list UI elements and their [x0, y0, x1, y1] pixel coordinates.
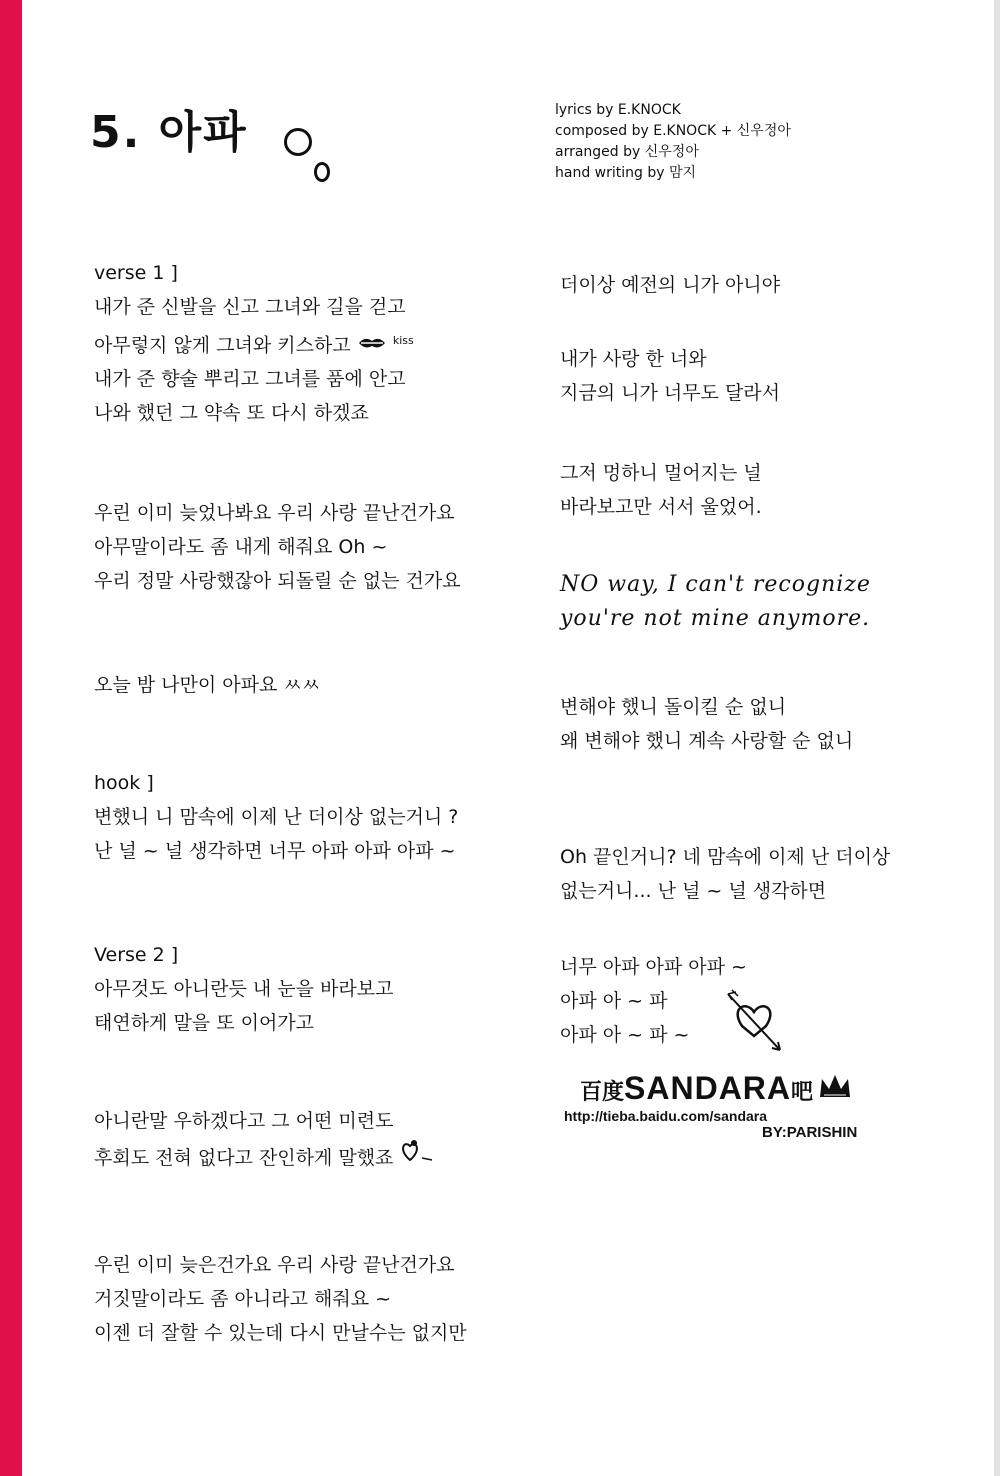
verse1-label: verse 1 ]: [94, 262, 178, 284]
credit-arranged: arranged by 신우정아: [555, 144, 699, 160]
lyric-line: 아파 아 ~ 파: [560, 990, 668, 1012]
lyric-text: 아무렇지 않게 그녀와 키스하고: [94, 334, 351, 357]
right-section-6: [560, 840, 890, 908]
lyric-line: 변해야 했니 돌이킬 순 없니: [560, 696, 787, 718]
prechorus1-section: [94, 496, 461, 598]
watermark-brand-name: SANDARA: [624, 1070, 792, 1106]
right-section-4-english: [560, 568, 871, 636]
verse2-label: Verse 2 ]: [94, 944, 179, 966]
lyric-line: 아니란말 우하겠다고 그 어떤 미련도: [94, 1110, 394, 1132]
lyric-line: 그저 멍하니 멀어지는 널: [560, 462, 762, 484]
lyric-line: 너무 아파 아파 아파 ~: [560, 956, 747, 978]
hook-section: [94, 766, 458, 868]
lyric-line: 거짓말이라도 좀 아니라고 해줘요 ~: [94, 1288, 392, 1310]
right-section-2: [560, 342, 780, 410]
heart-pin-doodle-icon: [400, 1147, 434, 1169]
lyric-line: 오늘 밤 나만이 아파요 ㅆㅆ: [94, 674, 321, 696]
lyric-line: 왜 변해야 했니 계속 사랑할 순 없니: [560, 730, 854, 752]
watermark-brand: [580, 1070, 852, 1107]
lyric-line: 아무말이라도 좀 내게 해줘요 Oh ~: [94, 536, 388, 558]
watermark-brand-cn: 百度: [580, 1080, 625, 1105]
verse1-section: [94, 256, 414, 430]
lyric-line: 아파 아 ~ 파 ~: [560, 1024, 690, 1046]
prechorus2-section: [94, 1248, 467, 1350]
credits: [555, 100, 791, 184]
right-section-5: [560, 690, 853, 758]
lyric-line: NO way, I can't recognize: [560, 572, 871, 597]
lyric-line: 이젠 더 잘할 수 있는데 다시 만날수는 없지만: [94, 1322, 467, 1344]
lyric-text: 후회도 전혀 없다고 잔인하게 말했죠: [94, 1147, 394, 1169]
kiss-label: kiss: [392, 334, 414, 347]
hook-label: hook ]: [94, 772, 154, 794]
title-doodle-ring: [284, 128, 312, 156]
credit-handwriting: hand writing by 맘지: [555, 165, 697, 181]
song-title: 5. 아파: [90, 107, 248, 158]
lyric-line: 바라보고만 서서 울었어.: [560, 496, 762, 518]
watermark-brand-suffix: 吧: [791, 1080, 814, 1105]
right-section-3: [560, 456, 762, 524]
heart-arrow-doodle-icon: [724, 986, 784, 1060]
lyric-line: 우린 이미 늦었나봐요 우리 사랑 끝난건가요: [94, 502, 455, 524]
credit-lyrics: lyrics by E.KNOCK: [555, 102, 681, 118]
lyric-line: 없는거니... 난 널 ~ 널 생각하면: [560, 880, 827, 902]
verse2-section: [94, 938, 393, 1040]
lyric-line: 태연하게 말을 또 이어가고: [94, 1012, 315, 1034]
red-page-edge: [0, 0, 22, 1476]
right-section-7: [560, 950, 747, 1052]
tonight-section: [94, 668, 320, 702]
title-doodle-dot: [314, 162, 330, 182]
lyric-line: 아무것도 아니란듯 내 눈을 바라보고: [94, 978, 394, 1000]
lyric-line: 내가 사랑 한 너와: [560, 348, 707, 370]
lyric-line: 내가 준 향술 뿌리고 그녀를 품에 안고: [94, 368, 406, 391]
lips-doodle-icon: [357, 334, 393, 356]
credit-composed: composed by E.KNOCK + 신우정아: [555, 123, 791, 139]
lyric-line: 더이상 예전의 니가 아니야: [560, 274, 781, 296]
lyric-line: 우리 정말 사랑했잖아 되돌릴 순 없는 건가요: [94, 570, 461, 592]
verse2b-section: [94, 1104, 434, 1175]
watermark-credit: BY:PARISHIN: [762, 1124, 858, 1141]
lyric-line: you're not mine anymore.: [560, 606, 871, 631]
lyric-line: [94, 1138, 434, 1175]
lyric-line: 난 널 ~ 널 생각하면 너무 아파 아파 아파 ~: [94, 840, 456, 862]
lyric-line: [94, 324, 414, 362]
lyric-line: 내가 준 신발을 신고 그녀와 길을 걷고: [94, 296, 406, 318]
lyric-line: 나와 했던 그 약속 또 다시 하겠죠: [94, 402, 369, 425]
lyric-line: 지금의 니가 너무도 달라서: [560, 382, 781, 404]
lyric-line: 변했니 니 맘속에 이제 난 더이상 없는거니 ?: [94, 806, 459, 828]
lyric-line: Oh 끝인거니? 네 맘속에 이제 난 더이상: [560, 846, 891, 868]
lyric-line: 우린 이미 늦은건가요 우리 사랑 끝난건가요: [94, 1254, 455, 1276]
watermark-url: http://tieba.baidu.com/sandara: [564, 1108, 768, 1124]
crown-icon: [818, 1084, 852, 1103]
gray-page-edge: [994, 0, 1000, 1476]
right-line-1: [560, 268, 780, 302]
